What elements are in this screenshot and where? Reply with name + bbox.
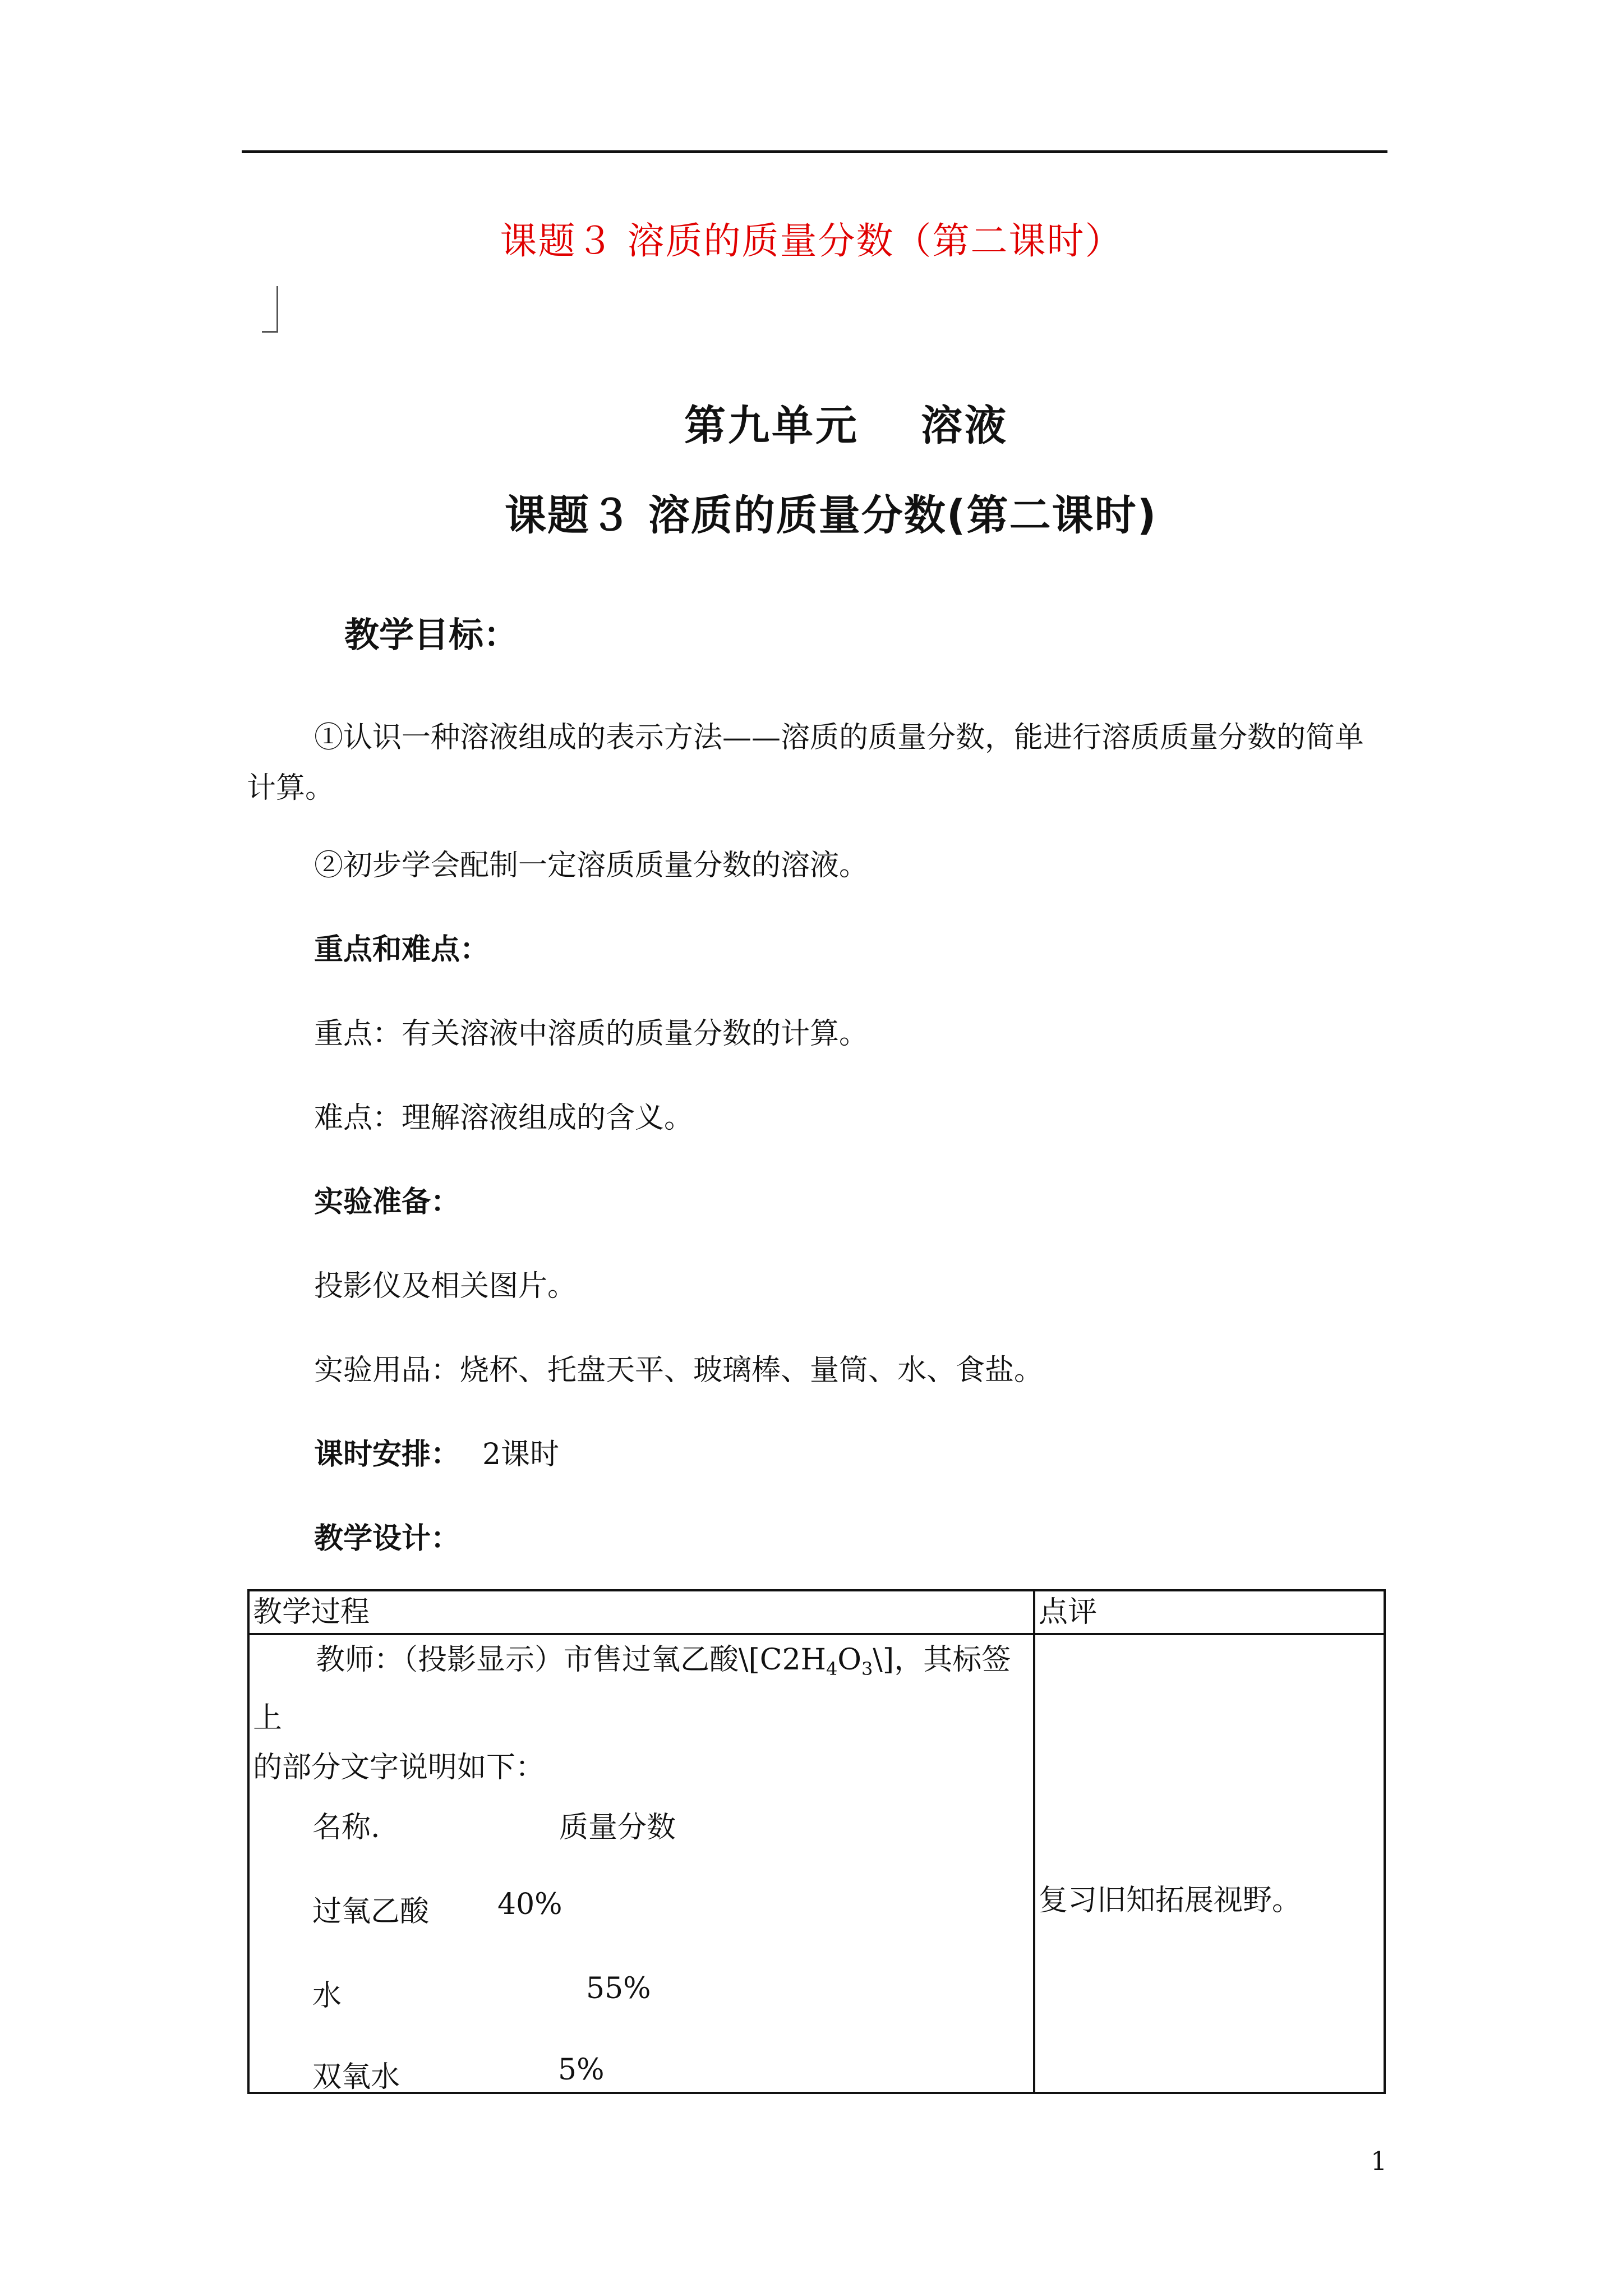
key-heading: 重点和难点： (314, 933, 490, 967)
label-row-value: 40% (497, 1888, 562, 1921)
goal-2: ②初步学会配制一定溶质质量分数的溶液。 (314, 849, 869, 882)
label-row-name: 过氧乙酸 (312, 1895, 430, 1929)
col-process-header: 教学过程 (248, 1590, 1034, 1634)
goal-1: ①认识一种溶液组成的表示方法——溶质的质量分数，能进行溶质质量分数的简单计算。 (247, 721, 1364, 805)
label-row-name: 双氧水 (312, 2060, 400, 2094)
review-text: 复习旧知拓展视野。 (1039, 1884, 1302, 1917)
label-row-value: 55% (586, 1972, 651, 2005)
schedule-value: 2课时 (482, 1438, 560, 1471)
unit-title-part1: 第九单元 (684, 402, 859, 450)
teacher-line-2: 的部分文字说明如下： (253, 1751, 545, 1784)
header-rule (242, 150, 1387, 153)
unit-title (684, 393, 1008, 452)
unit-title-part2: 溶液 (921, 402, 1008, 450)
goals-heading: 教学目标： (344, 614, 519, 655)
page-number: 1 (1371, 2146, 1387, 2176)
prep-item-1: 投影仪及相关图片。 (314, 1269, 577, 1303)
process-cell (248, 1634, 1034, 2093)
label-row-value: 5% (558, 2053, 605, 2087)
label-row-2 (312, 1972, 651, 2014)
col-review-header: 点评 (1034, 1590, 1385, 1634)
label-value-header: 质量分数 (559, 1811, 676, 1844)
document-header-title: 课题３ 溶质的质量分数（第二课时） (500, 219, 1123, 263)
label-name-header: 名称. (312, 1811, 380, 1844)
teacher-line: 教师：（投影显示）市售过氧乙酸$\backslash[C2H_4O_3\backslash]$，其标签上 (253, 1643, 1011, 1735)
schedule-label: 课时安排： (314, 1438, 460, 1471)
subscript-3: 3 (861, 1658, 873, 1680)
prep-item-2: 实验用品：烧杯、托盘天平、玻璃棒、量筒、水、食盐。 (314, 1354, 1044, 1387)
prep-heading: 实验准备： (314, 1185, 460, 1219)
lesson-title: 课题３ 溶质的质量分数(第二课时) (505, 491, 1158, 540)
subscript-4: 4 (826, 1658, 838, 1680)
review-cell (1034, 1634, 1385, 2093)
key-point: 重点：有关溶液中溶质的质量分数的计算。 (314, 1017, 869, 1051)
corner-mark (262, 286, 278, 333)
table-header-row (248, 1590, 1385, 1634)
label-header-row (312, 1803, 676, 1846)
label-row-3 (312, 2053, 605, 2095)
table-row (248, 1634, 1385, 2093)
schedule (314, 1430, 559, 1473)
difficult-point: 难点：理解溶液组成的含义。 (314, 1101, 694, 1135)
teaching-design-table (247, 1589, 1386, 2094)
design-heading: 教学设计： (314, 1522, 460, 1556)
label-row-name: 水 (312, 1979, 342, 2013)
label-row-1 (312, 1888, 562, 1930)
